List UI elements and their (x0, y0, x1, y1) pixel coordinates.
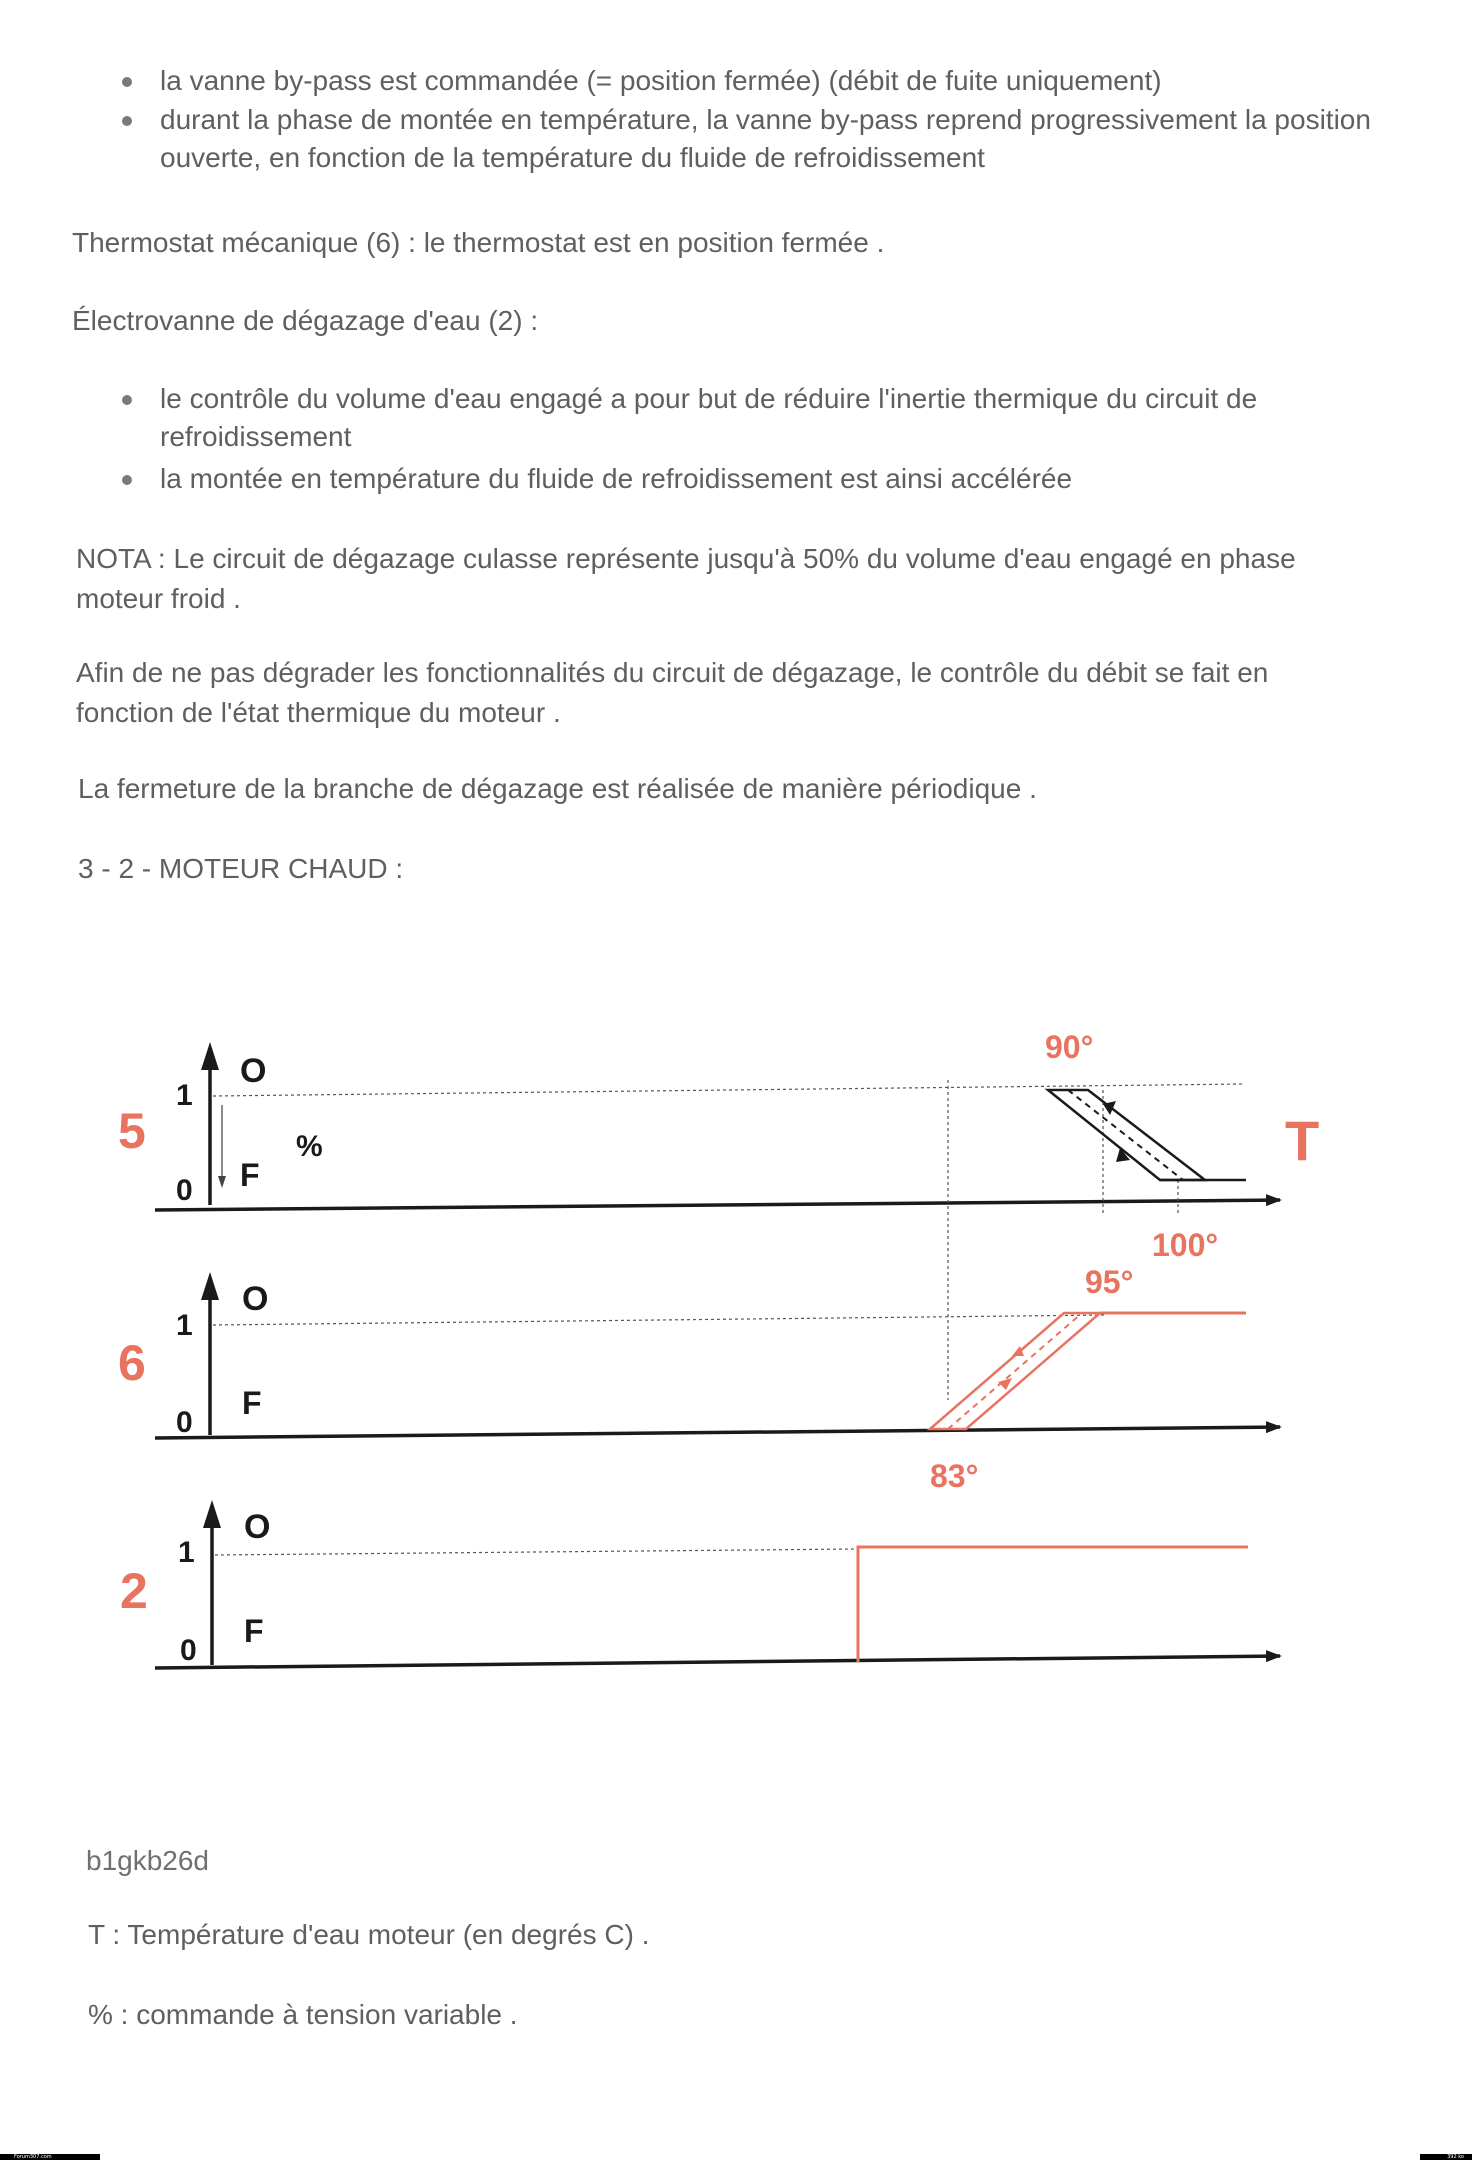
graph-5-hysteresis-band (1048, 1090, 1205, 1180)
afin-line-2: fonction de l'état thermique du moteur . (76, 697, 561, 728)
nota-line-1: NOTA : Le circuit de dégazage culasse représente jusqu'à 50% du volume d'eau engagé en phase (76, 543, 1296, 574)
graph-5-open-label: O (240, 1052, 267, 1090)
electrovanne-heading: Électrovanne de dégazage d'eau (2) : (72, 305, 539, 336)
bullet-dot-icon (122, 77, 132, 87)
graph-5 (118, 1029, 1319, 1400)
footer-right-text: 392 ko (1447, 2154, 1464, 2160)
bullet-item-bypass-progressive (80, 101, 1371, 177)
graph-5-hysteresis-center (1068, 1090, 1183, 1180)
valve-state-diagram (0, 980, 1472, 1700)
bullet-dot-icon (122, 475, 132, 485)
temp-label-83: 83° (930, 1458, 979, 1494)
footer-left-text: Forum307.com (14, 2154, 52, 2160)
bullet-text: la montée en température du fluide de refroidissement est ainsi accélérée (160, 463, 1073, 494)
graph-2-closed-label: F (244, 1613, 264, 1649)
fermeture-paragraph: La fermeture de la branche de dégazage est réalisée de manière périodique . (78, 773, 1037, 804)
legend-temperature: T : Température d'eau moteur (en degrés C) . (88, 1919, 650, 1950)
graph-5-percent-label: % (296, 1130, 323, 1163)
graph-2 (120, 1500, 1280, 1668)
nota-line-2: moteur froid . (76, 583, 241, 614)
graph-2-step-signal (858, 1547, 1248, 1662)
graph-2-x-axis (155, 1656, 1280, 1668)
graph-6-one-label: 1 (176, 1309, 193, 1342)
graph-6 (118, 1264, 1280, 1494)
temp-label-100: 100° (1152, 1227, 1219, 1263)
graph-5-zero-label: 0 (176, 1174, 193, 1207)
temp-label-90: 90° (1045, 1029, 1094, 1065)
bullet-text-continuation: ouverte, en fonction de la température du fluide de refroidissement (160, 142, 985, 173)
graph-6-y-axis-arrow-icon (201, 1272, 219, 1300)
afin-line-1: Afin de ne pas dégrader les fonctionnalités du circuit de dégazage, le contrôle du débit se fait en (76, 657, 1269, 688)
graph-6-level-1-dotted (213, 1315, 1105, 1325)
graph-5-closed-label: F (240, 1157, 260, 1193)
graph-5-down-arrow-icon (218, 1176, 226, 1188)
graph-label-2: 2 (120, 1563, 148, 1619)
bullet-item-bypass-commanded (80, 62, 1371, 100)
graph-5-y-axis-arrow-icon (201, 1042, 219, 1070)
graph-5-x-axis (155, 1200, 1280, 1210)
figure-reference: b1gkb26d (86, 1845, 210, 1876)
bullet-dot-icon (122, 395, 132, 405)
axis-T-label: T (1285, 1109, 1320, 1172)
graph-2-open-label: O (244, 1508, 271, 1546)
graph-6-closed-label: F (242, 1385, 262, 1421)
bullet-text: la vanne by-pass est commandée (= position fermée) (débit de fuite uniquement) (160, 65, 1162, 96)
graph-2-level-1-dotted (215, 1549, 856, 1555)
footer-right-bar (1420, 2154, 1472, 2160)
graph-label-6: 6 (118, 1335, 146, 1391)
graph-6-hysteresis-center (948, 1313, 1082, 1429)
graph-label-5: 5 (118, 1103, 146, 1159)
section-title-moteur-chaud: 3 - 2 - MOTEUR CHAUD : (78, 853, 404, 884)
bullet-dot-icon (122, 116, 132, 126)
graph-2-zero-label: 0 (180, 1634, 197, 1667)
graph-2-one-label: 1 (178, 1536, 195, 1569)
graph-6-arrow-up-icon (998, 1378, 1012, 1390)
bypass-bullet-list (80, 62, 1371, 177)
bullet-text: le contrôle du volume d'eau engagé a pour but de réduire l'inertie thermique du circuit de (160, 383, 1258, 414)
graph-5-level-1-dotted (213, 1084, 1245, 1096)
graph-5-one-label: 1 (176, 1079, 193, 1112)
bullet-item-volume-control (80, 380, 1257, 456)
bullet-text-continuation: refroidissement (160, 421, 352, 452)
graph-6-open-label: O (242, 1280, 269, 1318)
graph-6-arrow-down-icon (1012, 1346, 1024, 1356)
graph-6-x-axis (155, 1427, 1280, 1438)
bullet-text: durant la phase de montée en température, la vanne by-pass reprend progressivement la position (160, 104, 1371, 135)
graph-6-zero-label: 0 (176, 1406, 193, 1439)
graph-2-y-axis-arrow-icon (203, 1500, 221, 1528)
legend-percent: % : commande à tension variable . (88, 1999, 518, 2030)
electrovanne-bullet-list (80, 380, 1257, 498)
bullet-item-temperature-rise (80, 460, 1257, 498)
thermostat-paragraph: Thermostat mécanique (6) : le thermostat est en position fermée . (72, 227, 885, 258)
temp-label-95: 95° (1085, 1264, 1134, 1300)
